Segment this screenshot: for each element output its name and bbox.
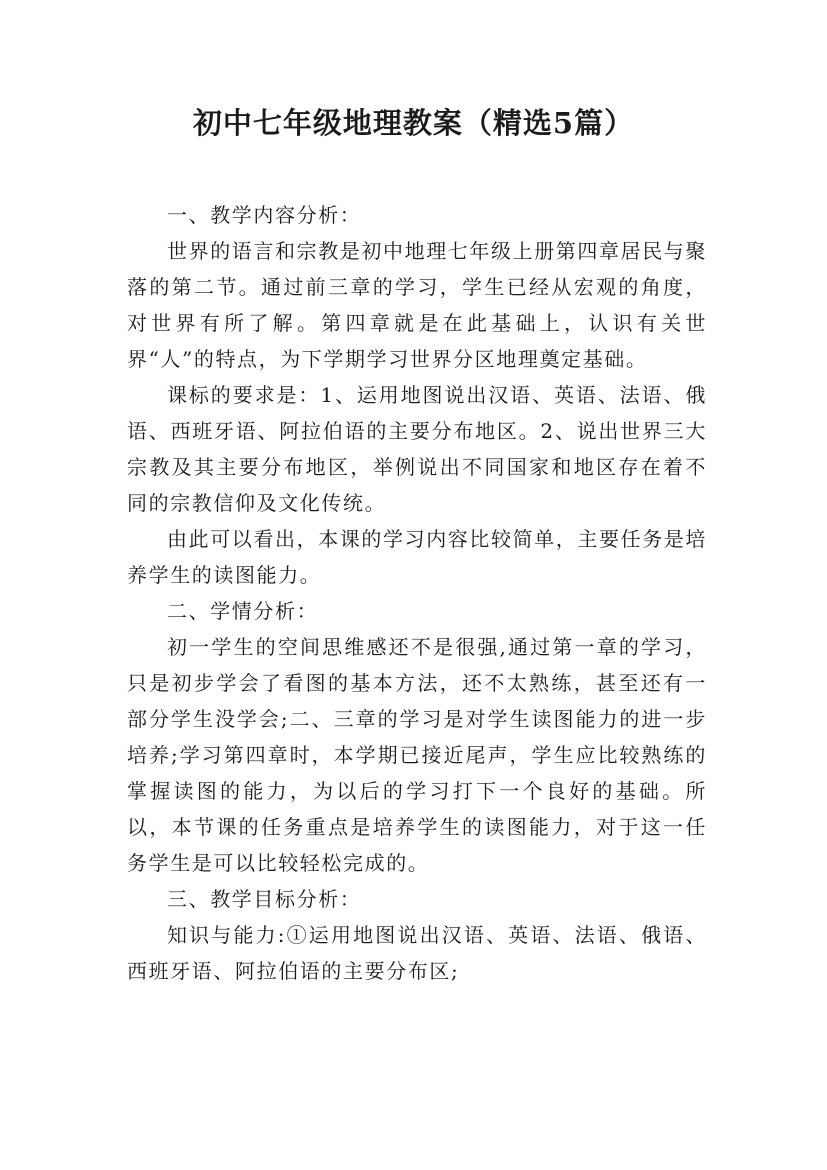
section-heading-student-analysis: 二、学情分析： (167, 599, 319, 623)
section-heading-content-analysis: 一、教学内容分析： (167, 203, 362, 227)
paragraph-knowledge-ability: 知识与能力:①运用地图说出汉语、英语、法语、俄语、西班牙语、阿拉伯语的主要分布区; (127, 923, 707, 983)
paragraph-lesson-overview: 世界的语言和宗教是初中地理七年级上册第四章居民与聚落的第二节。通过前三章的学习，学生已经从宏观的角度，对世界有所了解。第四章就是在此基础上，认识有关世界“人”的特点，为下学期学习世界分区地理奠定基础。 (127, 239, 707, 371)
document-title: 初中七年级地理教案（精选5篇） (192, 106, 635, 140)
section-heading-objectives-analysis: 三、教学目标分析： (167, 887, 362, 911)
paragraph-curriculum-requirements: 课标的要求是：1、运用地图说出汉语、英语、法语、俄语、西班牙语、阿拉伯语的主要分布地区。2、说出世界三大宗教及其主要分布地区，举例说出不同国家和地区存在着不同的宗教信仰及文化传统。 (127, 383, 707, 515)
document-body (127, 197, 707, 989)
paragraph-student-analysis: 初一学生的空间思维感还不是很强,通过第一章的学习，只是初步学会了看图的基本方法，还不太熟练，甚至还有一部分学生没学会;二、三章的学习是对学生读图能力的进一步培养;学习第四章时，本学期已接近尾声，学生应比较熟练的掌握读图的能力，为以后的学习打下一个良好的基础。所以，本节课的任务重点是培养学生的读图能力，对于这一任务学生是可以比较轻松完成的。 (127, 635, 707, 875)
paragraph-main-task: 由此可以看出，本课的学习内容比较简单，主要任务是培养学生的读图能力。 (127, 527, 707, 587)
